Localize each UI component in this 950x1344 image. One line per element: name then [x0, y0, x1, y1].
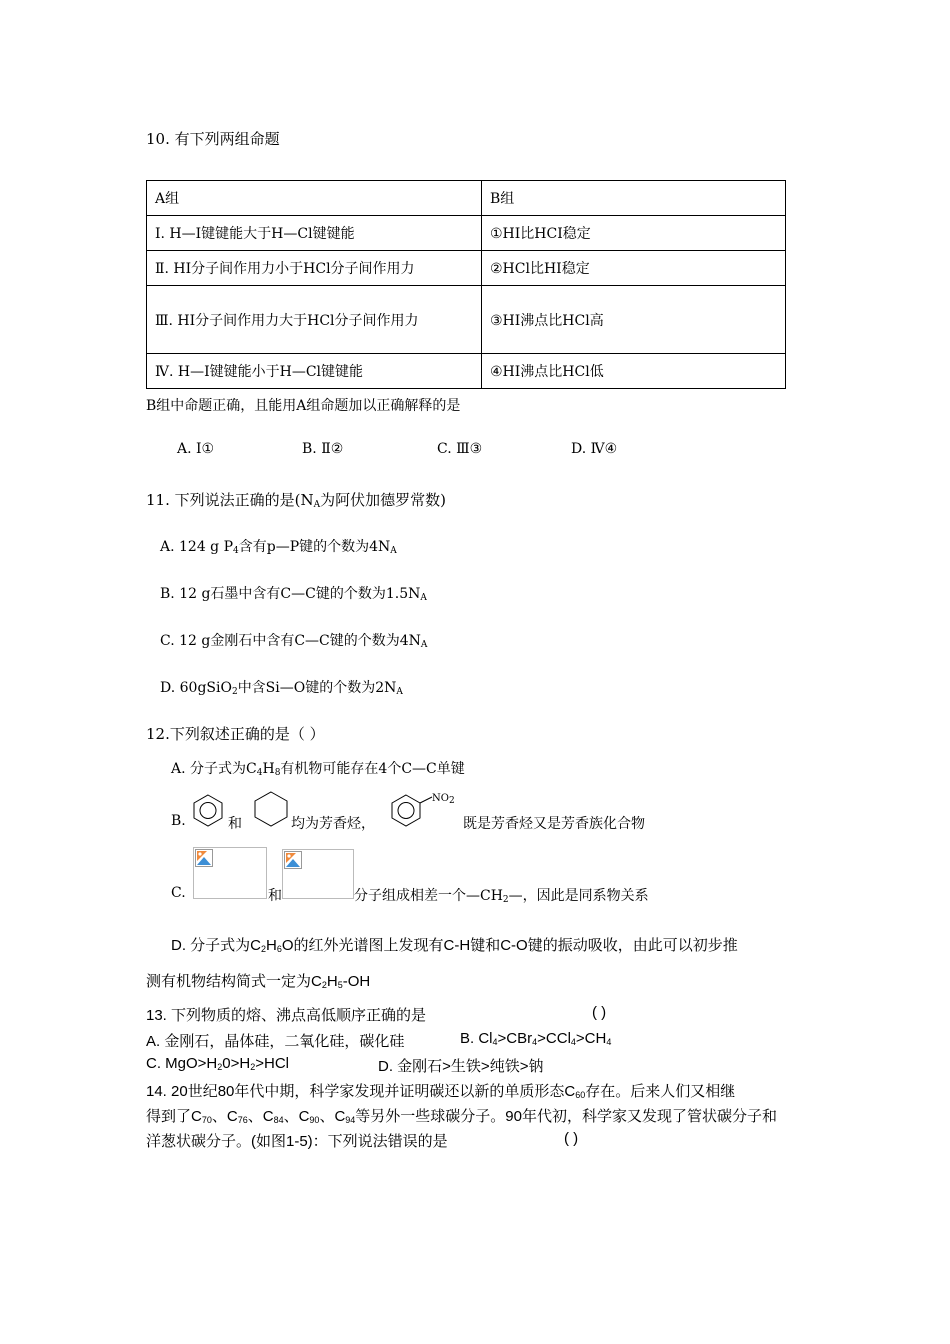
q14-answer-paren: ( ): [564, 1130, 579, 1147]
q13-answer-paren: ( ): [592, 1004, 607, 1021]
table-row: [147, 216, 786, 251]
table-row: [147, 354, 786, 389]
q13-option-c: C. $MgO>H_20>H_2>HCl$: [146, 1055, 289, 1072]
table-row: [147, 251, 786, 286]
q12-option-b-post: 既是芳香烃又是芳香族化合物: [463, 816, 645, 832]
broken-image-icon: [284, 851, 302, 869]
table-row: [147, 286, 786, 354]
q13-title: 13. 下列物质的熔、沸点高低顺序正确的是: [146, 1007, 427, 1024]
table-cell-a: Ⅱ. HI分子间作用力小于HCl分子间作用力: [147, 251, 482, 286]
table-cell-a: Ⅰ. H—I键键能大于H—Cl键键能: [147, 216, 482, 251]
q10-table: [146, 180, 786, 389]
nitro-group-label: $NO_2$: [432, 793, 455, 806]
table-cell-a: Ⅲ. HI分子间作用力大于HCl分子间作用力: [147, 286, 482, 354]
table-cell-a: Ⅳ. H—I键键能小于H—Cl键键能: [147, 354, 482, 389]
q12-option-c-and: 和: [268, 888, 282, 904]
q14-line3: 洋葱状碳分子。(如图1-5)：下列说法错误的是: [146, 1133, 448, 1150]
q14-line1: 14. 20世纪80年代中期，科学家发现并证明碳还以新的单质形态$C_{60}$存在。后来人们又相继: [146, 1083, 736, 1100]
q12-title: 12.下列叙述正确的是（ ）: [146, 725, 325, 743]
q12-option-d-line1: D. 分子式为$C_2H_6O$的红外光谱图上发现有C-H键和C-O键的振动吸收，由此可以初步推: [171, 937, 738, 954]
q13-option-a: A. 金刚石，晶体硅，二氧化硅，碳化硅: [146, 1033, 405, 1050]
q12-option-c-label: C.: [171, 885, 186, 901]
table-header-b: B组: [482, 181, 786, 216]
q10-question: B组中命题正确，且能用A组命题加以正确解释的是: [146, 398, 461, 414]
q12-option-a: A. 分子式为$C_4H_8$有机物可能存在4个C—C单键: [171, 761, 465, 778]
benzene-structure: [192, 793, 224, 827]
table-cell-b: ②HCl比HI稳定: [482, 251, 786, 286]
nitrobenzene-structure: [390, 793, 434, 827]
q11-option-d: D. 60gSiO$_2$中含Si—O键的个数为$2N_A$: [160, 680, 403, 697]
q12-option-b-and: 和: [228, 816, 242, 832]
broken-image-icon: [195, 849, 213, 867]
broken-image-placeholder: [193, 847, 267, 899]
q11-option-a: A. 124 g $P_4$含有p—P键的个数为$4N_A$: [160, 539, 397, 556]
q10-title: 10. 有下列两组命题: [146, 130, 280, 148]
q10-option-c: C. Ⅲ③: [437, 441, 483, 457]
q12-option-c-text: 分子组成相差一个$—CH_2—$，因此是同系物关系: [354, 888, 649, 905]
q13-option-d: D. 金刚石>生铁>纯铁>钠: [378, 1058, 544, 1075]
table-cell-b: ③HI沸点比HCl高: [482, 286, 786, 354]
q11-title: 11. 下列说法正确的是($N_A$为阿伏加德罗常数): [146, 491, 446, 510]
q11-option-c: C. 12 g金刚石中含有C—C键的个数为$4N_A$: [160, 633, 428, 650]
broken-image-placeholder: [282, 849, 354, 899]
q10-option-b: B. Ⅱ②: [302, 441, 344, 457]
q13-option-b: B. $Cl_4>CBr_4>CCl_4>CH_4$: [460, 1030, 612, 1047]
q12-option-b-label: B.: [171, 813, 186, 829]
table-cell-b: ④HI沸点比HCl低: [482, 354, 786, 389]
q11-option-b: B. 12 g石墨中含有C—C键的个数为$1.5N_A$: [160, 586, 427, 603]
q10-option-a: A. Ⅰ①: [177, 441, 215, 457]
q14-line2: 得到了$C_{70}$、$C_{76}$、$C_{84}$、$C_{90}$、$C_{94}$等另外一些球碳分子。90年代初，科学家又发现了管状碳分子和: [146, 1108, 777, 1125]
q12-option-b-mid: 均为芳香烃，: [291, 816, 375, 832]
q12-option-d-line2: 测有机物结构简式一定为$C_2H_5-OH$: [146, 973, 371, 990]
cyclohexane-structure: [253, 790, 289, 828]
table-cell-b: ①HI比HCI稳定: [482, 216, 786, 251]
q10-option-d: D. Ⅳ④: [571, 441, 618, 457]
table-header-a: A组: [147, 181, 482, 216]
